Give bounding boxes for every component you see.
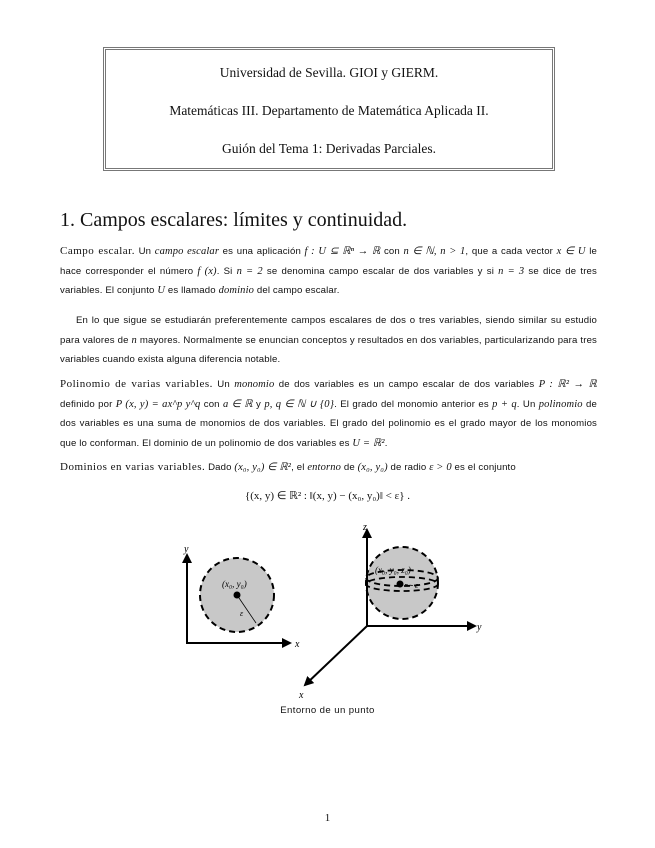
center-label: (x₀, y₀)	[222, 579, 247, 589]
paragraph-lead: Polinomio de varias variables.	[60, 378, 213, 390]
text: Un	[212, 379, 235, 390]
math: U	[157, 285, 166, 296]
text: .	[384, 437, 388, 449]
text: . Un	[516, 398, 539, 410]
text: Un	[135, 246, 155, 257]
text: . El grado del monomio anterior es	[334, 398, 493, 410]
math: n ∈ ℕ, n > 1	[403, 246, 466, 257]
paragraph-polinomio	[60, 375, 597, 453]
math: (x₀, y₀)	[357, 462, 388, 473]
axis-label-x: x	[295, 639, 300, 650]
axis-label-x: x	[299, 690, 304, 701]
text: definido por	[60, 398, 116, 410]
paragraph-campo-escalar	[60, 242, 597, 301]
math: f : U ⊆ ℝⁿ → ℝ	[304, 246, 381, 257]
math: (x₀, y₀) ∈ ℝ²	[234, 462, 292, 473]
text: . Si	[216, 265, 237, 277]
radius-label: ε	[415, 581, 419, 590]
text: es llamado	[165, 285, 219, 296]
text: con	[200, 398, 223, 410]
text: es una aplicación	[219, 246, 305, 257]
math: P : ℝ² → ℝ	[538, 379, 597, 390]
math: x ∈ U	[556, 246, 586, 257]
math: a ∈ ℝ	[223, 398, 253, 410]
text: de dos variables es una suma de monomios de dos variables. El grado del polinomio es el grado mayor de los monomios que lo conforman. El dominio de un polinomio de dos variables es	[60, 398, 597, 449]
radius-label: ε	[240, 609, 244, 618]
text: le hace corresponder el número	[60, 246, 597, 277]
x-axis	[305, 626, 367, 685]
text: En lo que sigue se estudiarán preferentemente campos escalares de dos o tres variables, siendo similar su estudio para valores de	[60, 315, 597, 346]
paragraph-dominios	[60, 458, 597, 478]
section-title: 1. Campos escalares: límites y continuidad.	[60, 209, 408, 231]
axis-label-y: y	[477, 622, 482, 633]
emphasis: dominio	[218, 285, 255, 296]
paragraph-lead: Campo escalar.	[60, 245, 135, 257]
text: , que a cada vector	[465, 246, 557, 257]
math: P (x, y) = ax^p y^q	[115, 398, 201, 410]
math: n	[131, 334, 137, 346]
text: con	[380, 246, 404, 257]
text: mayores. Normalmente se enuncian conceptos y resultados en dos variables, particularizando para tres variables cuando exista alguna diferencia notable.	[60, 334, 597, 365]
text: se denomina campo escalar de dos variables y si	[262, 265, 499, 277]
math: p, q ∈ ℕ ∪ {0}	[264, 398, 335, 410]
center-label: (x₀, y₀, z₀)	[375, 565, 411, 575]
text: de radio	[387, 462, 430, 473]
text: de dos variables es un campo escalar de dos variables	[274, 379, 539, 390]
math: ε > 0	[429, 462, 452, 473]
text: , el	[291, 462, 308, 473]
paragraph-lead: Dominios en varias variables.	[60, 461, 206, 473]
text: es el conjunto	[451, 462, 516, 473]
paragraph-en-lo-que-sigue	[60, 311, 597, 370]
axis-label-y: y	[184, 544, 189, 555]
emphasis: polinomio	[538, 398, 583, 410]
emphasis: entorno	[307, 462, 342, 473]
header-university: Universidad de Sevilla. GIOI y GIERM.	[219, 65, 439, 80]
emphasis: monomio	[234, 379, 275, 390]
header-course: Matemáticas III. Departamento de Matemática Aplicada II.	[169, 103, 489, 118]
page-number: 1	[324, 812, 331, 824]
axis-label-z: z	[363, 522, 367, 533]
text: de	[341, 462, 358, 473]
display-formula: {(x, y) ∈ ℝ² : ‖(x, y) − (x₀, y₀)‖ < ε} .	[244, 490, 411, 502]
text: Dado	[205, 462, 235, 473]
math: p + q	[492, 398, 517, 410]
emphasis: campo escalar	[154, 246, 220, 257]
title-box	[103, 47, 555, 171]
math: n = 2	[236, 265, 263, 277]
math: n = 3	[498, 265, 525, 277]
figure-3d-neighborhood	[295, 520, 495, 705]
header-topic: Guión del Tema 1: Derivadas Parciales.	[222, 141, 436, 156]
text: del campo escalar.	[254, 285, 340, 296]
math: f (x)	[197, 265, 217, 277]
text: se dice de tres variables. El conjunto	[60, 265, 597, 296]
figure-caption: Entorno de un punto	[280, 705, 375, 716]
math: U = ℝ²	[352, 437, 385, 449]
text: y	[252, 398, 265, 410]
